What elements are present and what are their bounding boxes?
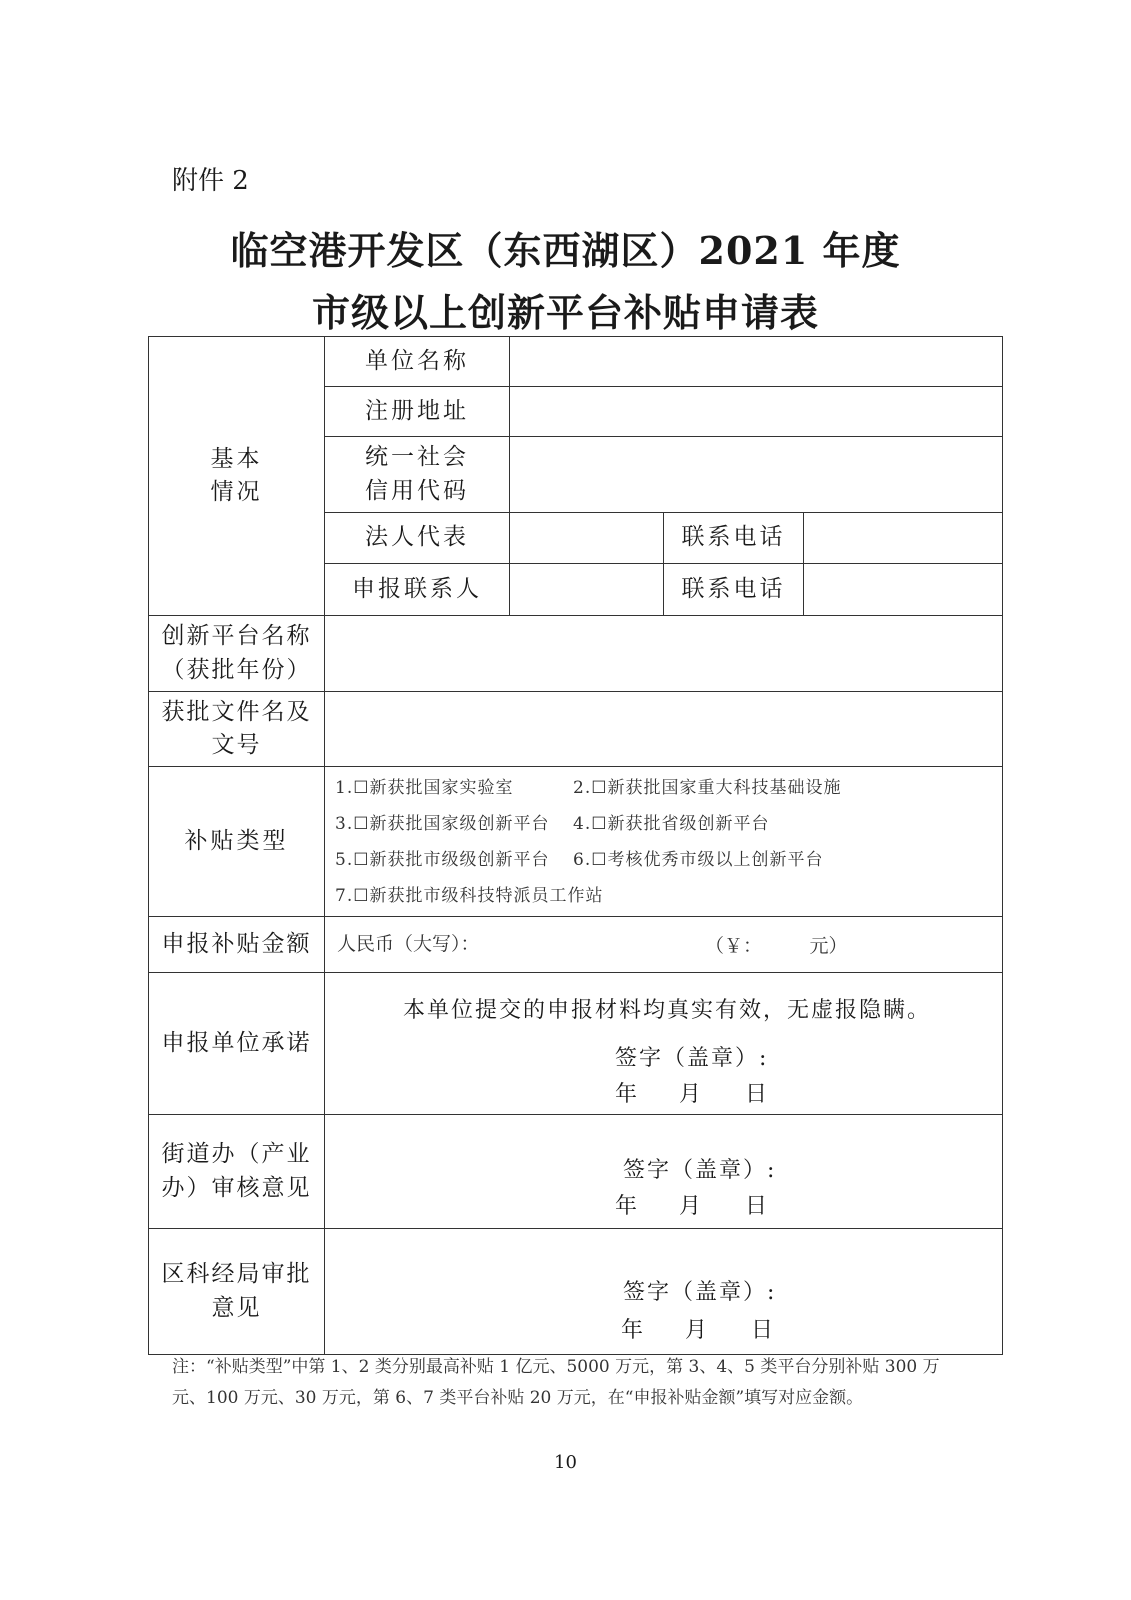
subsidy-type-options xyxy=(325,767,1003,917)
approval-document-label: 获批文件名及 文号 xyxy=(149,692,325,767)
basic-info-label: 基本 情况 xyxy=(149,337,325,616)
promise-text: 本单位提交的申报材料均真实有效，无虚报隐瞒。 xyxy=(403,998,932,1023)
street-review-cell[interactable] xyxy=(325,1115,1003,1229)
legal-representative-field[interactable] xyxy=(510,513,664,564)
date-line-2: 年 月 日 xyxy=(615,1194,768,1219)
subsidy-option-7[interactable]: 7.☐新获批市级科技特派员工作站 xyxy=(335,885,604,906)
registered-address-label: 注册地址 xyxy=(325,387,510,437)
subsidy-option-3[interactable]: 3.☐新获批国家级创新平台 xyxy=(335,813,550,834)
rmb-uppercase-label: 人民币（大写）： xyxy=(337,932,480,955)
subsidy-option-2[interactable]: 2.☐新获批国家重大科技基础设施 xyxy=(573,777,842,798)
signature-label-1: 签字（盖章）: xyxy=(615,1046,769,1071)
page-number: 10 xyxy=(554,1452,577,1473)
subsidy-option-4[interactable]: 4.☐新获批省级创新平台 xyxy=(573,813,770,834)
unit-name-label: 单位名称 xyxy=(325,337,510,387)
promise-label: 申报单位承诺 xyxy=(149,973,325,1115)
unit-name-field[interactable] xyxy=(510,337,1003,387)
application-form-table xyxy=(148,336,1003,1355)
form-title-line-1: 临空港开发区（东西湖区）2021 年度 xyxy=(230,228,901,273)
subsidy-option-5[interactable]: 5.☐新获批市级级创新平台 xyxy=(335,849,550,870)
date-line-3: 年 月 日 xyxy=(621,1318,774,1343)
footnote: 注：“补贴类型”中第 1、2 类分别最高补贴 1 亿元、5000 万元，第 3、4、5 类平台分别补贴 300 万元、100 万元、30 万元，第 6、7 类平台补贴 20 万元，在“申报补贴金额”填写对应金额。 xyxy=(172,1357,940,1408)
credit-code-label: 统一社会 信用代码 xyxy=(325,437,510,513)
subsidy-option-1[interactable]: 1.☐新获批国家实验室 xyxy=(335,777,514,798)
signature-label-3: 签字（盖章）: xyxy=(623,1280,777,1305)
rmb-numeric-label: （￥： 元） xyxy=(705,935,848,957)
credit-code-field[interactable] xyxy=(510,437,1003,513)
date-line-1: 年 月 日 xyxy=(615,1082,768,1107)
bureau-review-label: 区科经局审批 意见 xyxy=(149,1229,325,1355)
form-title-line-2: 市级以上创新平台补贴申请表 xyxy=(311,290,819,335)
promise-cell xyxy=(325,973,1003,1115)
approval-document-field[interactable] xyxy=(325,692,1003,767)
signature-label-2: 签字（盖章）: xyxy=(623,1158,777,1183)
legal-representative-label: 法人代表 xyxy=(325,513,510,564)
bureau-review-cell[interactable] xyxy=(325,1229,1003,1355)
phone-label-2: 联系电话 xyxy=(664,564,804,616)
platform-name-label: 创新平台名称 （获批年份） xyxy=(149,616,325,692)
contact-person-label: 申报联系人 xyxy=(325,564,510,616)
contact-person-field[interactable] xyxy=(510,564,664,616)
subsidy-type-label: 补贴类型 xyxy=(149,767,325,917)
subsidy-amount-field[interactable] xyxy=(325,917,1003,973)
registered-address-field[interactable] xyxy=(510,387,1003,437)
phone-label-1: 联系电话 xyxy=(664,513,804,564)
platform-name-field[interactable] xyxy=(325,616,1003,692)
subsidy-amount-label: 申报补贴金额 xyxy=(149,917,325,973)
street-review-label: 街道办（产业 办）审核意见 xyxy=(149,1115,325,1229)
attachment-label: 附件 2 xyxy=(172,166,249,196)
phone-field-2[interactable] xyxy=(804,564,1003,616)
subsidy-option-6[interactable]: 6.☐考核优秀市级以上创新平台 xyxy=(573,849,824,870)
phone-field-1[interactable] xyxy=(804,513,1003,564)
